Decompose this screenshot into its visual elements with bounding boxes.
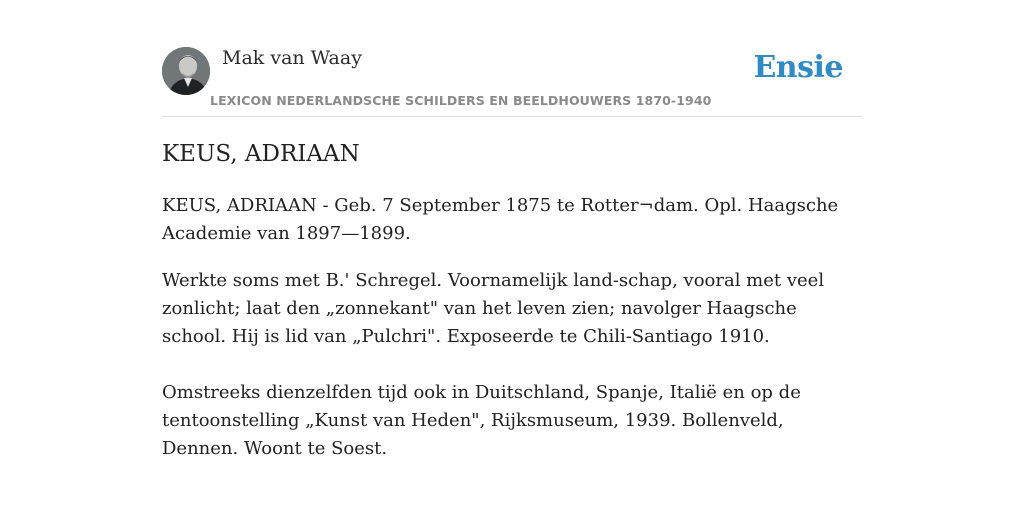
header xyxy=(162,46,862,117)
lexicon-title[interactable]: LEXICON NEDERLANDSCHE SCHILDERS EN BEELDHOUWERS 1870-1940 xyxy=(210,93,712,108)
page-title: KEUS, ADRIAAN xyxy=(162,141,360,167)
paragraph-3: Omstreeks dienzelfden tijd ook in Duitschland, Spanje, Italië en op de tentoonstelling „Kunst van Heden", Rijksmuseum, 1939. Bollenveld, Dennen. Woont te Soest. xyxy=(162,382,801,459)
article-body xyxy=(162,192,862,463)
brand-logo[interactable]: Ensie xyxy=(753,50,843,85)
avatar[interactable] xyxy=(162,47,210,95)
portrait-icon xyxy=(162,47,210,95)
paragraph-1: KEUS, ADRIAAN - Geb. 7 September 1875 te Rotter¬dam. Opl. Haagsche Academie van 1897—1899. xyxy=(162,195,839,244)
author-name[interactable]: Mak van Waay xyxy=(222,47,362,69)
paragraph-2: Werkte soms met B.' Schregel. Voornamelijk land-schap, vooral met veel zonlicht; laat den „zonnekant" van het leven zien; navolger Haagsche school. Hij is lid van „Pulchri". Exposeerde te Chili-Santiago 1910. xyxy=(162,270,825,347)
